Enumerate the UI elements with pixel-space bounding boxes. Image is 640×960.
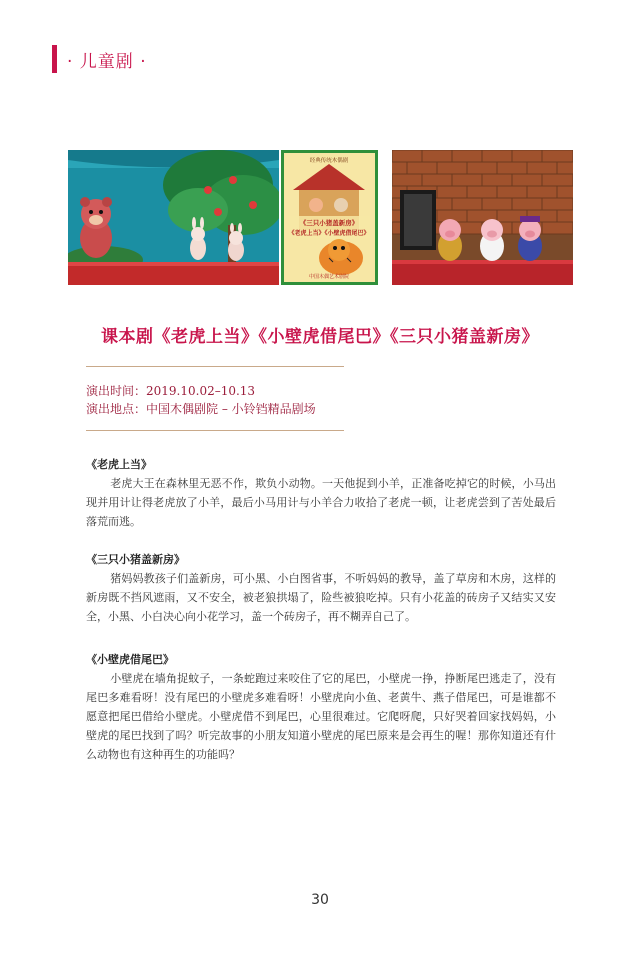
story-gecko [86,650,556,764]
performance-time: 演出时间：2019.10.02–10.13 [86,384,256,398]
story-body: 老虎大王在森林里无恶不作，欺负小动物。一天他捉到小羊，正准备吃掉它的时候，小马出现并用计让得老虎放了小羊，最后小马用计与小羊合力收拾了老虎一顿，让老虎尝到了苦处最后落荒而逃。 [86,477,556,528]
section-header [52,44,147,74]
story-body: 小壁虎在墙角捉蚊子，一条蛇跑过来咬住了它的尾巴，小壁虎一挣，挣断尾巴逃走了，没有尾巴多难看呀！没有尾巴的小壁虎多难看呀！小壁虎向小鱼、老黄牛、燕子借尾巴，可是谁都不愿意把尾巴借给小壁虎。小壁虎借不到尾巴，心里很难过。它爬呀爬，只好哭着回家找妈妈，小壁虎的尾巴找到了吗？听完故事的小朋友知道小壁虎的尾巴原来是会再生的喔！那你知道还有什么动物也有这种再生的功能吗？ [86,672,556,761]
story-tiger [86,455,556,531]
story-three-pigs [86,550,556,626]
story-title: 《三只小猪盖新房》 [86,553,185,566]
photo-strip [68,150,573,285]
poster-tagline: 经典传统木偶剧 [309,158,349,164]
poster-title-line-2: 《老虎上当》《小壁虎借尾巴》 [288,230,370,237]
page-number: 30 [311,892,329,908]
divider-top [86,366,344,367]
story-title: 《小壁虎借尾巴》 [86,653,174,666]
stage-photo-bear [68,150,279,285]
performance-venue: 演出地点：中国木偶剧院 – 小铃铛精品剧场 [86,402,316,416]
stage-photo-pigs [392,150,573,285]
poster-title-line-1: 《三只小猪盖新房》 [299,219,359,227]
section-accent-bar [52,45,57,73]
story-title: 《老虎上当》 [86,458,152,471]
page-title: 课本剧《老虎上当》《小壁虎借尾巴》《三只小猪盖新房》 [101,327,539,347]
divider-bottom [86,430,344,431]
section-title: · 儿童剧 · [67,51,147,72]
poster-image [281,150,378,285]
story-body: 猪妈妈教孩子们盖新房，可小黑、小白图省事，不听妈妈的教导，盖了草房和木房，这样的新房既不挡风遮雨，又不安全，被老狼拱塌了，险些被狼吃掉。只有小花盖的砖房子又结实又安全，小黑、小白决心向小花学习，盖一个砖房子，再不糊弄自己了。 [86,572,556,623]
poster-publisher: 中国木偶艺术剧院 [308,274,350,280]
